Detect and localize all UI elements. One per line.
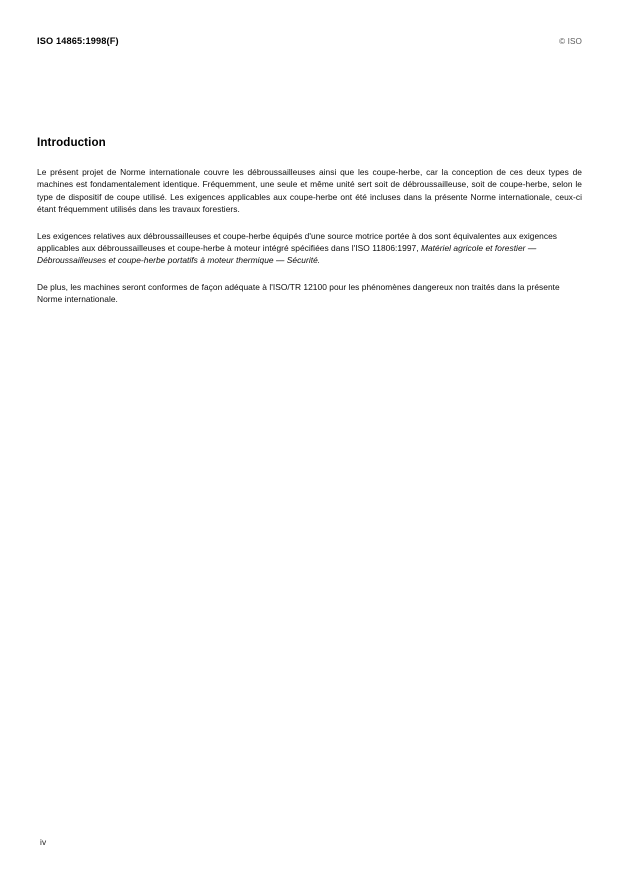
page-title: Introduction xyxy=(37,136,106,149)
paragraph-2-lead-text: Les exigences relatives aux débroussailleuses et coupe-herbe équipés d'une source motrice portée à dos sont équivalentes aux exigences applicables aux débroussailleuses et coupe-herbe à moteur intégré spécifiées dans l'ISO 11806:1997, xyxy=(37,230,558,254)
introduction-paragraph-3: De plus, les machines seront conformes de façon adéquate à l'ISO/TR 12100 pour les phénomènes dangereux non traités dans la présente Norme internationale. xyxy=(37,281,560,305)
introduction-paragraph-1: Le présent projet de Norme internationale couvre les débroussailleuses ainsi que les coupe-herbe, car la conception de ces deux types de machines est fondamentalement identique. Fréquemment, une seule et même unité sert soit de débroussailleuse, soit de coupe-herbe, selon le type de dispositif de coupe utilisé. Les exigences applicables aux coupe-herbe ont été incluses dans la présente Norme internationale, ceux-ci étant fréquemment utilisés dans les travaux forestiers. xyxy=(37,167,582,215)
page-content xyxy=(37,136,582,306)
referenced-standard-title: Matériel agricole et forestier — Débroussailleuses et coupe-herbe portatifs à moteur thermique — Sécurité. xyxy=(37,243,537,266)
copyright-notice: © ISO xyxy=(559,37,582,46)
introduction-paragraph-2 xyxy=(37,230,582,267)
page-number: iv xyxy=(40,837,47,847)
running-head xyxy=(37,36,582,52)
document-reference: ISO 14865:1998(F) xyxy=(37,36,119,46)
